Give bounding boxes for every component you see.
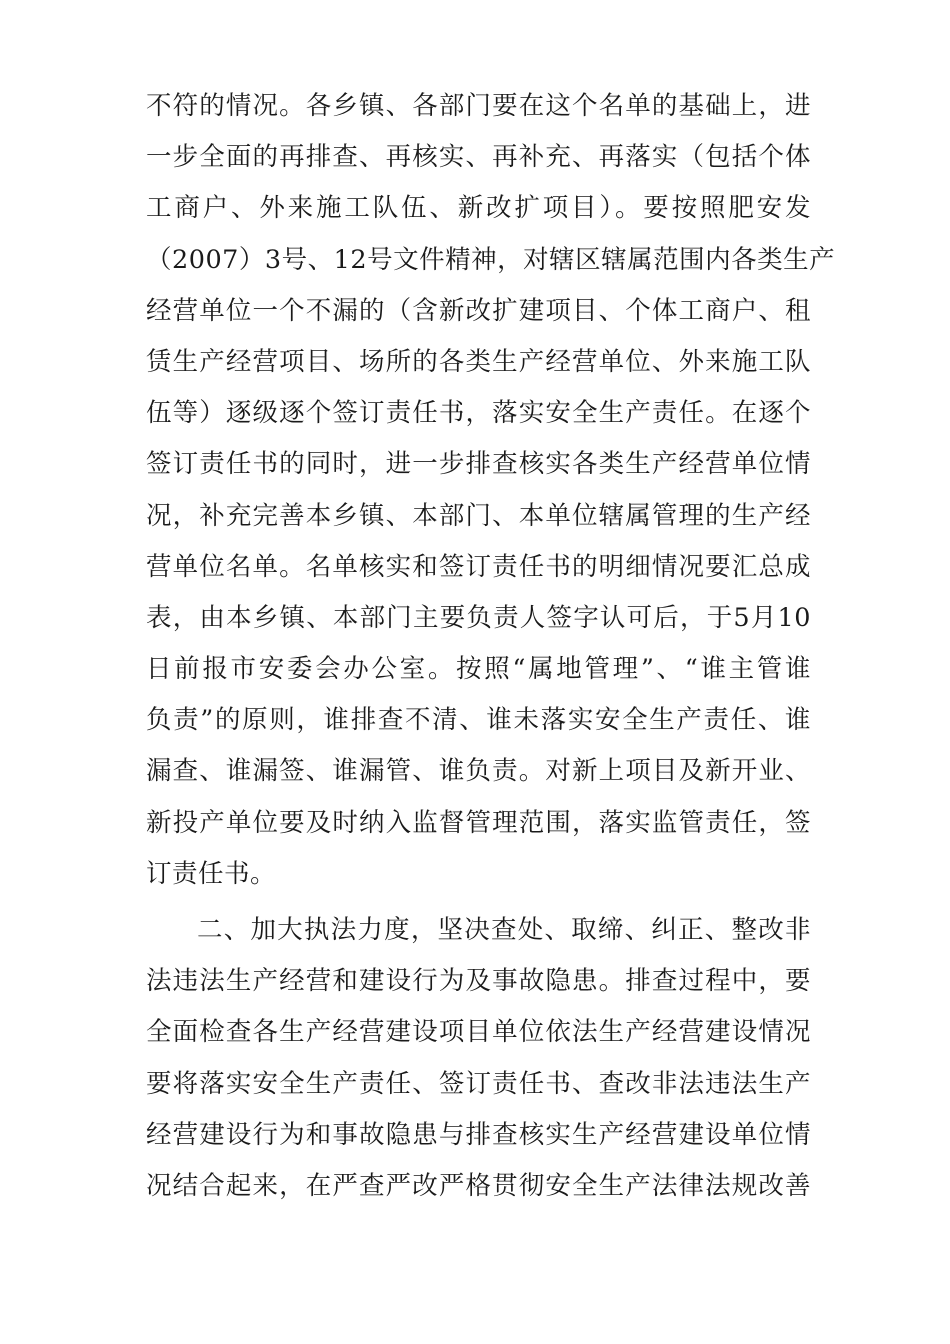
text-line: 况结合起来，在严查严改严格贯彻安全生产法律法规改善 — [146, 1170, 811, 1201]
text-line: 一步全面的再排查、再核实、再补充、再落实（包括个体 — [146, 142, 811, 173]
text-line: 不符的情况。各乡镇、各部门要在这个名单的基础上，进 — [146, 91, 811, 121]
text-line: 表，由本乡镇、本部门主要负责人签字认可后，于5月10 — [146, 602, 811, 633]
text-line: （2007）3号、12号文件精神，对辖区辖属范围内各类生产 — [146, 244, 836, 275]
text-line: 工商户、外来施工队伍、新改扩项目）。要按照肥安发 — [146, 193, 811, 224]
text-line: 漏查、谁漏签、谁漏管、谁负责。对新上项目及新开业、 — [146, 756, 811, 787]
text-line: 二、加大执法力度，坚决查处、取缔、纠正、整改非 — [197, 915, 811, 945]
paragraph-2 — [146, 905, 811, 1212]
text-line: 经营建设行为和事故隐患与排查核实生产经营建设单位情 — [146, 1119, 811, 1150]
text-line: 法违法生产经营和建设行为及事故隐患。排查过程中，要 — [146, 966, 811, 997]
text-line: 订责任书。 — [146, 858, 277, 889]
text-line: 负责”的原则，谁排查不清、谁未落实安全生产责任、谁 — [146, 705, 811, 736]
text-line: 日前报市安委会办公室。按照“属地管理”、“谁主管谁 — [146, 654, 811, 685]
text-line: 况，补充完善本乡镇、本部门、本单位辖属管理的生产经 — [146, 500, 811, 531]
text-line: 全面检查各生产经营建设项目单位依法生产经营建设情况 — [146, 1017, 811, 1048]
text-line: 赁生产经营项目、场所的各类生产经营单位、外来施工队 — [146, 346, 811, 377]
document-body — [146, 81, 836, 1212]
text-line: 新投产单位要及时纳入监督管理范围，落实监管责任，签 — [146, 807, 811, 838]
paragraph-1 — [146, 81, 836, 900]
text-line: 伍等）逐级逐个签订责任书，落实安全生产责任。在逐个 — [146, 398, 811, 429]
text-line: 营单位名单。名单核实和签订责任书的明细情况要汇总成 — [146, 551, 811, 582]
text-line: 要将落实安全生产责任、签订责任书、查改非法违法生产 — [146, 1068, 811, 1099]
text-line: 经营单位一个不漏的（含新改扩建项目、个体工商户、租 — [146, 295, 811, 326]
text-line: 签订责任书的同时，进一步排查核实各类生产经营单位情 — [146, 449, 811, 480]
